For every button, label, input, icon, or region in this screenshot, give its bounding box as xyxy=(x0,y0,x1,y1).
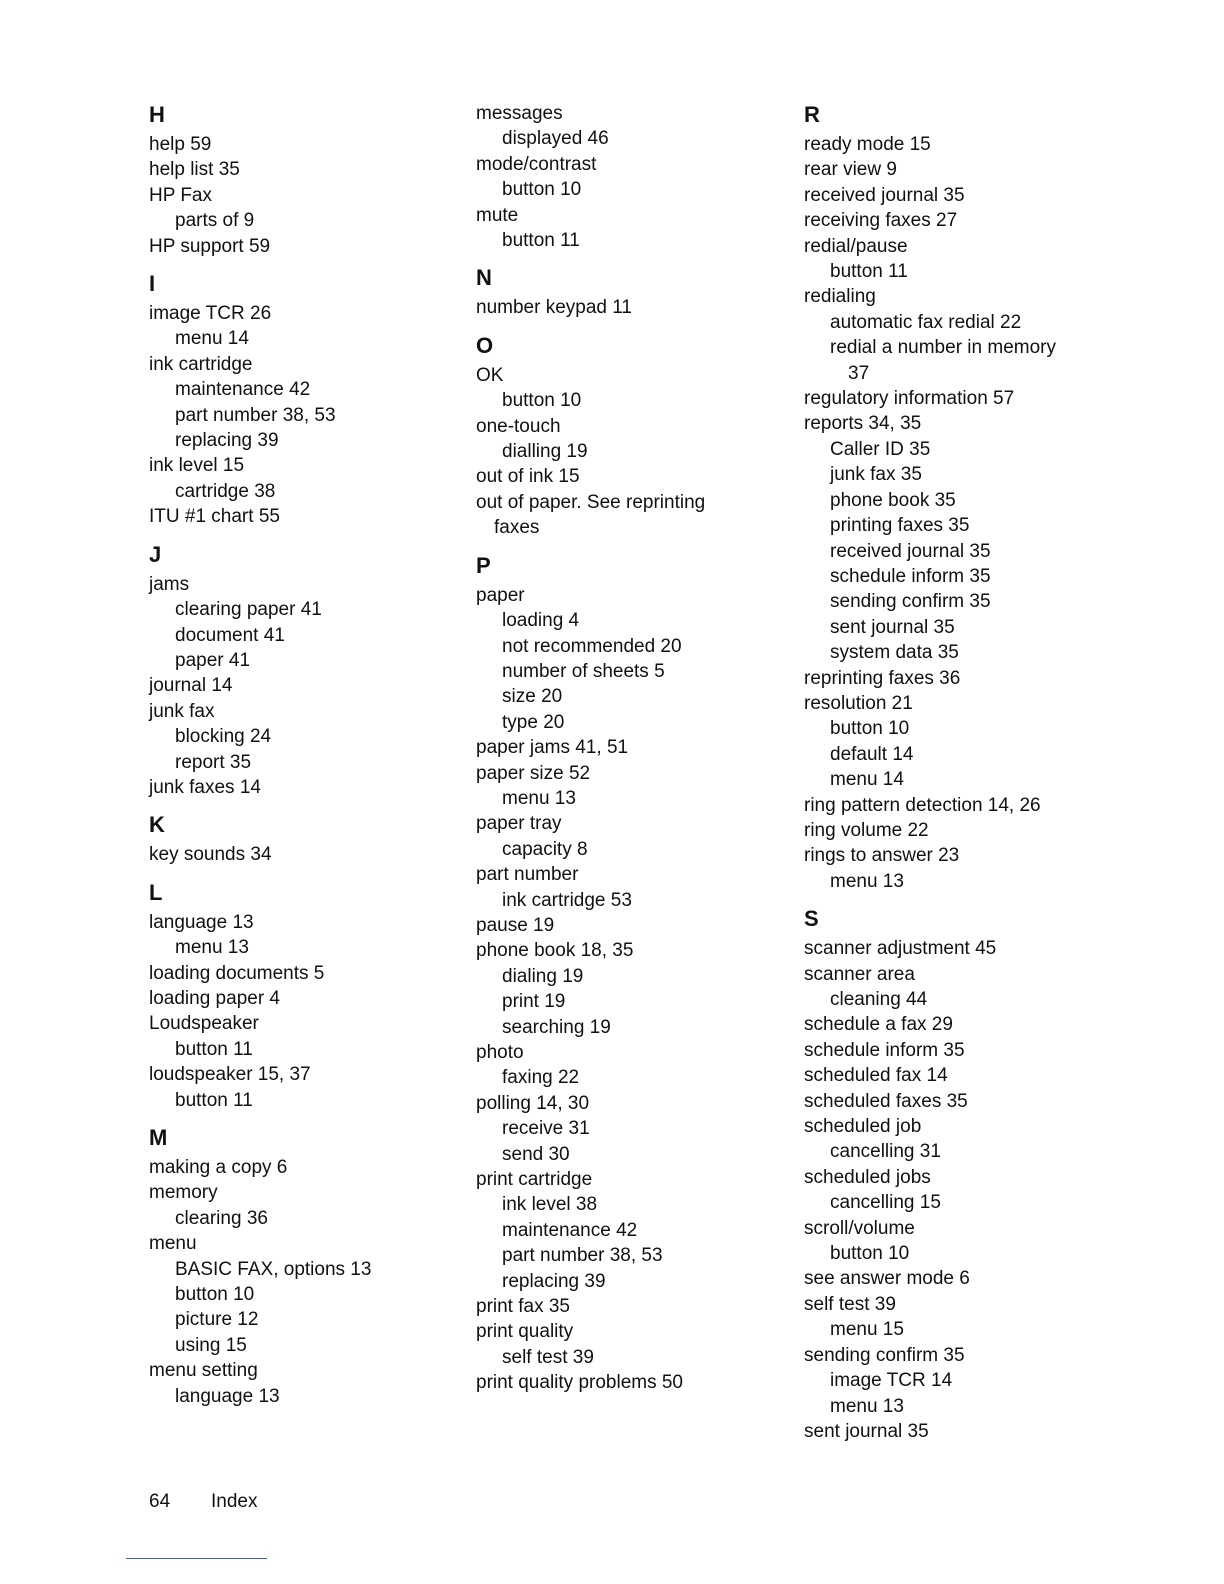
index-subentry: button 11 xyxy=(175,1089,253,1111)
index-subentry: printing faxes 35 xyxy=(830,515,970,537)
index-subentry: self test 39 xyxy=(502,1346,594,1368)
index-subentry: picture 12 xyxy=(175,1309,259,1331)
index-subentry: not recommended 20 xyxy=(502,635,682,657)
index-entry: print quality problems 50 xyxy=(476,1372,683,1394)
index-column-3 xyxy=(804,100,1104,1444)
index-entry: ink cartridge xyxy=(149,353,253,375)
index-entry: scheduled jobs xyxy=(804,1166,931,1188)
index-subentry: junk fax 35 xyxy=(830,464,922,486)
index-subentry: button 11 xyxy=(830,261,908,283)
index-entry: HP support 59 xyxy=(149,235,271,257)
index-entry: language 13 xyxy=(149,911,254,933)
index-entry: pause 19 xyxy=(476,914,555,936)
index-subentry: button 10 xyxy=(502,390,582,412)
index-subentry: clearing 36 xyxy=(175,1207,268,1229)
index-entry: loading paper 4 xyxy=(149,987,280,1009)
footer-title: Index xyxy=(211,1491,258,1512)
index-entry: scheduled job xyxy=(804,1116,922,1138)
index-subentry: cartridge 38 xyxy=(175,480,276,502)
index-entry: messages xyxy=(476,103,563,124)
index-subentry: ink level 38 xyxy=(502,1194,598,1216)
index-entry: ring volume 22 xyxy=(804,819,929,841)
index-entry: ready mode 15 xyxy=(804,134,931,155)
index-subentry: schedule inform 35 xyxy=(830,565,991,587)
index-subentry: cancelling 15 xyxy=(830,1192,941,1214)
index-subentry: capacity 8 xyxy=(502,838,588,860)
index-entry: one-touch xyxy=(476,415,561,437)
section-letter: J xyxy=(149,541,162,567)
index-entry: key sounds 34 xyxy=(149,844,272,866)
index-subentry: automatic fax redial 22 xyxy=(830,311,1022,333)
index-subentry: button 11 xyxy=(175,1038,253,1060)
index-entry: Loudspeaker xyxy=(149,1013,259,1035)
index-entry: memory xyxy=(149,1182,218,1204)
index-entry: scanner adjustment 45 xyxy=(804,938,997,960)
index-subentry: part number 38, 53 xyxy=(502,1245,663,1267)
index-subentry: maintenance 42 xyxy=(502,1219,638,1241)
index-entry: menu setting xyxy=(149,1360,258,1382)
index-entry: scroll/volume xyxy=(804,1217,915,1239)
index-subentry: cleaning 44 xyxy=(830,989,928,1010)
index-subentry: menu 13 xyxy=(830,1395,904,1417)
index-entry: received journal 35 xyxy=(804,184,965,206)
index-entry: receiving faxes 27 xyxy=(804,210,958,232)
index-subentry: button 10 xyxy=(502,179,582,201)
index-subentry: number of sheets 5 xyxy=(502,660,665,682)
index-subentry: part number 38, 53 xyxy=(175,404,336,426)
index-subentry: paper 41 xyxy=(175,649,251,671)
index-entry: journal 14 xyxy=(149,675,233,697)
index-entry: jams xyxy=(149,573,190,595)
index-entry: HP Fax xyxy=(149,184,213,206)
index-entry: schedule a fax 29 xyxy=(804,1014,953,1036)
index-subentry: replacing 39 xyxy=(502,1270,606,1292)
index-entry: print quality xyxy=(476,1321,574,1343)
index-subentry: button 11 xyxy=(502,230,580,252)
section-letter: R xyxy=(804,102,820,127)
index-entry: loudspeaker 15, 37 xyxy=(149,1064,311,1086)
index-entry: resolution 21 xyxy=(804,692,913,714)
index-entry: OK xyxy=(476,364,504,386)
section-letter: K xyxy=(149,812,165,838)
index-entry: sending confirm 35 xyxy=(804,1344,965,1366)
index-subentry: system data 35 xyxy=(830,642,959,664)
section-letter: S xyxy=(804,906,819,932)
index-subentry: type 20 xyxy=(502,711,565,733)
index-entry: ITU #1 chart 55 xyxy=(149,506,280,528)
index-subentry: report 35 xyxy=(175,751,252,773)
index-subentry: displayed 46 xyxy=(502,128,609,150)
index-entry: making a copy 6 xyxy=(149,1157,288,1178)
index-entry: paper size 52 xyxy=(476,762,591,784)
index-entry: rear view 9 xyxy=(804,159,897,181)
index-subentry: redial a number in memory xyxy=(830,337,1056,359)
section-letter: L xyxy=(149,879,163,905)
index-subentry: loading 4 xyxy=(502,610,580,632)
index-entry: polling 14, 30 xyxy=(476,1092,590,1114)
index-entry: sent journal 35 xyxy=(804,1420,929,1442)
index-subentry: received journal 35 xyxy=(830,540,991,562)
index-subentry: dialling 19 xyxy=(502,441,588,463)
index-entry: out of ink 15 xyxy=(476,466,580,488)
index-subentry: BASIC FAX, options 13 xyxy=(175,1258,372,1280)
index-entry: paper jams 41, 51 xyxy=(476,737,629,759)
index-subentry: searching 19 xyxy=(502,1016,611,1038)
index-subentry: 37 xyxy=(848,362,870,384)
index-entry: reports 34, 35 xyxy=(804,413,922,435)
index-subentry: size 20 xyxy=(502,686,563,708)
index-entry: print fax 35 xyxy=(476,1296,570,1318)
footer-rule xyxy=(126,1558,267,1559)
index-entry: paper xyxy=(476,584,525,606)
page-footer xyxy=(149,1489,257,1514)
index-entry: loading documents 5 xyxy=(149,962,325,984)
index-subentry: menu 13 xyxy=(502,787,576,809)
index-subentry: phone book 35 xyxy=(830,489,956,511)
index-subentry: cancelling 31 xyxy=(830,1141,941,1163)
index-entry: phone book 18, 35 xyxy=(476,940,634,962)
index-entry: scheduled fax 14 xyxy=(804,1065,948,1087)
index-subentry: replacing 39 xyxy=(175,430,279,452)
section-letter: O xyxy=(476,332,494,358)
index-column-1 xyxy=(149,100,459,1409)
index-entry: number keypad 11 xyxy=(476,297,632,319)
index-entry: mode/contrast xyxy=(476,153,597,175)
index-subentry: Caller ID 35 xyxy=(830,438,931,460)
index-entry: see answer mode 6 xyxy=(804,1268,970,1290)
index-subentry: button 10 xyxy=(175,1284,255,1306)
index-subentry: image TCR 14 xyxy=(830,1370,953,1392)
section-letter: M xyxy=(149,1125,168,1150)
index-entry: image TCR 26 xyxy=(149,303,272,325)
index-entry: reprinting faxes 36 xyxy=(804,667,961,689)
index-entry: redialing xyxy=(804,286,876,308)
section-letter: N xyxy=(476,265,492,291)
index-entry: scanner area xyxy=(804,963,915,985)
index-subentry: maintenance 42 xyxy=(175,379,311,401)
index-subentry: button 10 xyxy=(830,1243,910,1265)
index-entry: photo xyxy=(476,1042,524,1063)
index-subentry: using 15 xyxy=(175,1334,247,1356)
index-subentry: parts of 9 xyxy=(175,210,255,232)
index-subentry: menu 14 xyxy=(830,769,904,791)
index-subentry: clearing paper 41 xyxy=(175,599,322,621)
index-entry: help list 35 xyxy=(149,159,240,181)
index-entry: part number xyxy=(476,864,579,886)
index-subentry: menu 13 xyxy=(175,937,249,959)
section-letter: H xyxy=(149,102,165,127)
index-subentry: menu 13 xyxy=(830,870,904,892)
index-subentry: menu 14 xyxy=(175,328,249,350)
index-subentry: blocking 24 xyxy=(175,726,272,748)
index-subentry: send 30 xyxy=(502,1143,570,1165)
index-entry: self test 39 xyxy=(804,1293,896,1315)
index-entry: mute xyxy=(476,204,519,226)
index-subentry: document 41 xyxy=(175,624,285,646)
page-number: 64 xyxy=(149,1491,171,1512)
index-entry: schedule inform 35 xyxy=(804,1039,965,1061)
index-entry: redial/pause xyxy=(804,235,908,257)
index-subentry: faxes xyxy=(494,517,540,539)
index-column-2 xyxy=(476,100,786,1396)
index-entry: junk fax xyxy=(149,700,215,722)
index-subentry: button 10 xyxy=(830,718,910,740)
index-entry: menu xyxy=(149,1233,197,1255)
index-entry: ring pattern detection 14, 26 xyxy=(804,794,1041,816)
index-entry: regulatory information 57 xyxy=(804,388,1015,410)
index-subentry: dialing 19 xyxy=(502,965,584,987)
section-letter: I xyxy=(149,271,156,297)
index-subentry: default 14 xyxy=(830,743,914,765)
index-subentry: print 19 xyxy=(502,991,566,1013)
index-entry: ink level 15 xyxy=(149,455,245,477)
index-subentry: sent journal 35 xyxy=(830,616,955,638)
index-entry: out of paper. See reprinting xyxy=(476,491,706,513)
index-entry: rings to answer 23 xyxy=(804,845,960,867)
index-subentry: menu 15 xyxy=(830,1319,904,1341)
index-subentry: language 13 xyxy=(175,1385,280,1407)
index-subentry: faxing 22 xyxy=(502,1067,580,1089)
index-entry: help 59 xyxy=(149,134,212,155)
index-subentry: ink cartridge 53 xyxy=(502,889,632,911)
index-entry: junk faxes 14 xyxy=(149,776,261,798)
index-entry: print cartridge xyxy=(476,1169,593,1191)
index-subentry: receive 31 xyxy=(502,1118,590,1140)
section-letter: P xyxy=(476,552,491,578)
index-entry: paper tray xyxy=(476,813,562,835)
index-subentry: sending confirm 35 xyxy=(830,591,991,613)
index-entry: scheduled faxes 35 xyxy=(804,1090,968,1112)
